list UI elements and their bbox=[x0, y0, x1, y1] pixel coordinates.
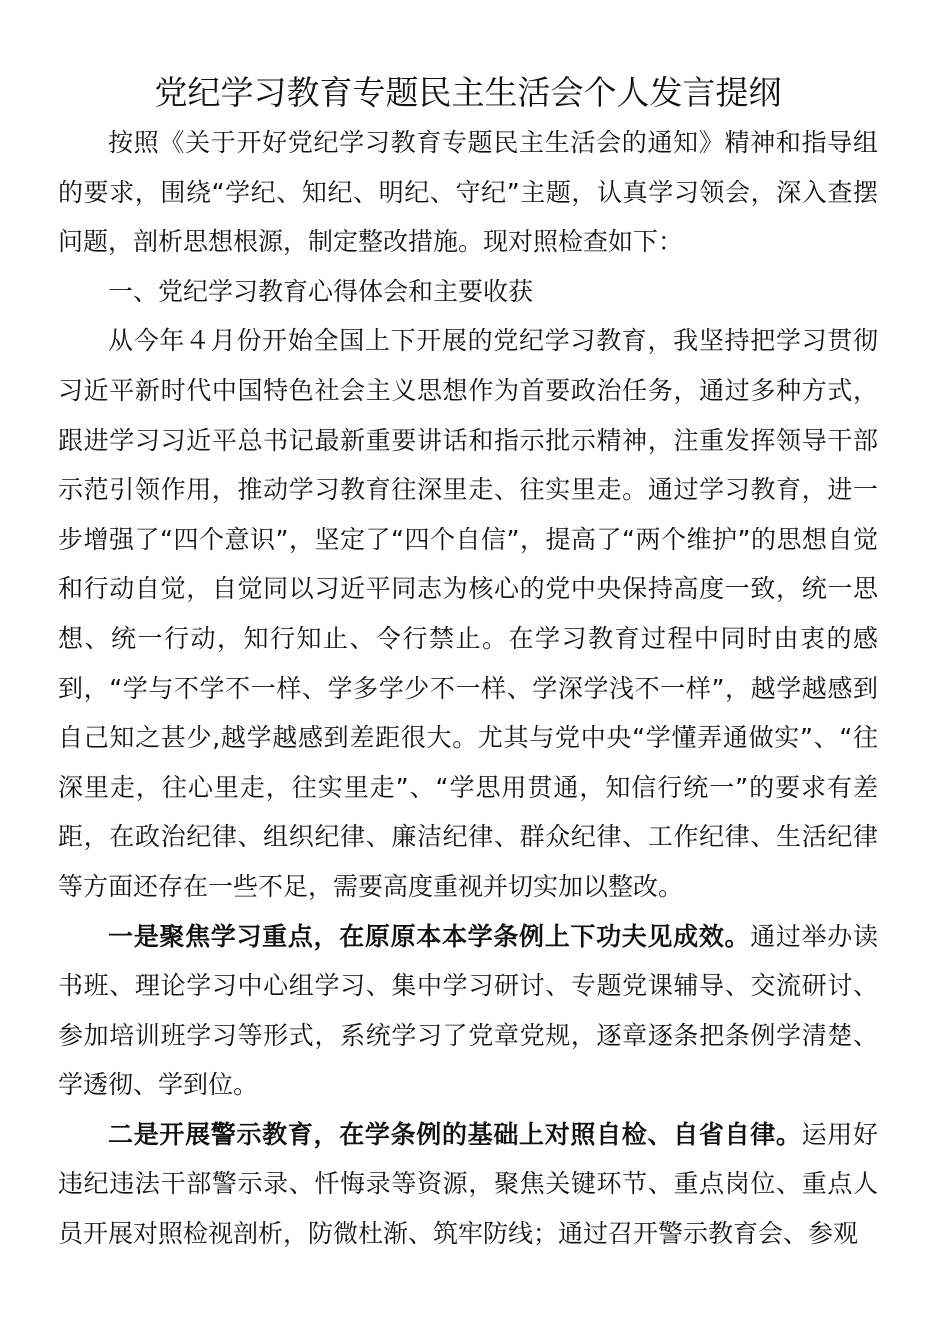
section-1-heading: 一、党纪学习教育心得体会和主要收获 bbox=[108, 276, 534, 306]
intro-paragraph: 按照《关于开好党纪学习教育专题民主生活会的通知》精神和指导组的要求，围绕“学纪、知纪、明纪、守纪”主题，认真学习领会，深入查摆问题，剖析思想根源，制定整改措施。现对照检查如下： bbox=[58, 128, 878, 257]
point-1-paragraph bbox=[58, 912, 878, 1110]
point-1-lead: 一是聚焦学习重点，在原原本本学条例上下功夫见成效。 bbox=[108, 921, 751, 951]
section-1-body: 从今年４月份开始全国上下开展的党纪学习教育，我坚持把学习贯彻习近平新时代中国特色社会主义思想作为首要政治任务，通过多种方式，跟进学习习近平总书记最新重要讲话和指示批示精神，注重发挥领导干部示范引领作用，推动学习教育往深里走、往实里走。通过学习教育，进一步增强了“四个意识”，坚定了“四个自信”，提高了“两个维护”的思想自觉和行动自觉，自觉同以习近平同志为核心的党中央保持高度一致，统一思想、统一行动，知行知止、令行禁止。在学习教育过程中同时由衷的感到，“学与不学不一样、学多学少不一样、学深学浅不一样”，越学越感到自己知之甚少,越学越感到差距很大。尤其与党中央“学懂弄通做实”、“往深里走，往心里走，往实里走”、“学思用贯通，知信行统一”的要求有差距，在政治纪律、组织纪律、廉洁纪律、群众纪律、工作纪律、生活纪律等方面还存在一些不足，需要高度重视并切实加以整改。 bbox=[58, 326, 878, 901]
point-2-paragraph bbox=[58, 1110, 878, 1259]
document-page bbox=[58, 68, 878, 1259]
point-2-lead: 二是开展警示教育，在学条例的基础上对照自检、自省自律。 bbox=[108, 1119, 802, 1149]
document-title: 党纪学习教育专题民主生活会个人发言提纲 bbox=[154, 73, 782, 112]
point-1-text: 通过举办读书班、理论学习中心组学习、集中学习研讨、专题党课辅导、交流研讨、参加培训班学习等形式，系统学习了党章党规，逐章逐条把条例学清楚、学透彻、学到位。 bbox=[58, 921, 878, 1100]
point-2-text: 运用好违纪违法干部警示录、忏悔录等资源，聚焦关键环节、重点岗位、重点人员开展对照检视剖析，防微杜渐、筑牢防线；通过召开警示教育会、参观 bbox=[58, 1119, 878, 1249]
